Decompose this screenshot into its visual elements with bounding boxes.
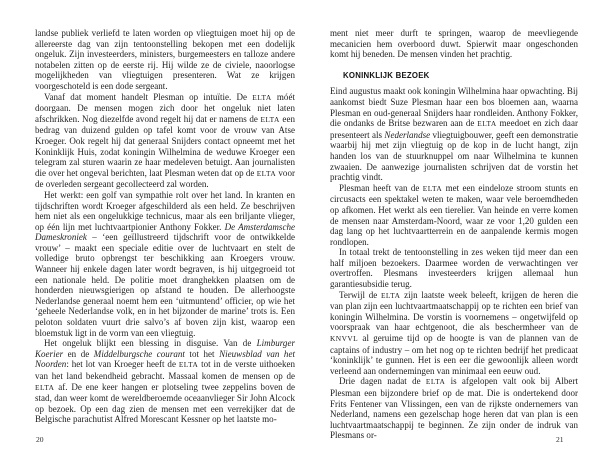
italic-text-run: Limburger Koerier xyxy=(35,338,295,359)
paragraph xyxy=(35,338,295,425)
small-caps-text: ELTA xyxy=(380,290,401,300)
text-run: móét doorgaan. De mensen mogen zich door het ongeluk niet laten afschrikken. Nog diezelfde avond regelt hij dat er namens de xyxy=(35,91,295,124)
text-run: en de xyxy=(63,348,94,359)
text-run: Terwijl de xyxy=(339,289,381,300)
small-caps-text: ELTA xyxy=(425,377,446,387)
text-run: tot het xyxy=(184,348,220,359)
paragraph xyxy=(330,376,578,441)
text-run: meedoet en zich daar presenteert als xyxy=(330,118,578,140)
text-run: Eind augustus maakt ook koningin Wilhelmina haar opwachting. Bij aankomst biedt Suze Plesman haar een bos bloemen aan, waarna Plesman en oud-generaal Snijders haar rondleiden. Anthony Fokker, die ondanks de Britse bezwaren aan de xyxy=(330,86,578,129)
text-run: landse publiek verliefd te laten worden op vliegtuigen moet hij op de allereerste dag van zijn tentoonstelling bekopen met een dodelijk ongeluk. Zijn investeerders, ministers, burgemeesters en talloze andere notabelen zitten op de eerste rij. Hij wilde ze de civiele, naoorlogse mogelijkheden van vliegtuigen presenteren. Wat ze krijgen voorgeschoteld is een dode sergeant. xyxy=(35,28,295,91)
text-run: met een eindeloze stroom stunts en circusacts een spektakel weten te maken, waar vele beroemdheden op afkomen. Het werkt als een tierelier. Van heinde en verre komen de mensen naar Amsterdam-Noord, waar ze voor 1,20 gulden een dag lang op het luchtvaartterrein en de aanpalende kermis mogen rondlopen. xyxy=(330,182,578,247)
small-caps-text: ELTA xyxy=(422,183,443,193)
paragraph xyxy=(330,86,578,182)
page-number-right: 21 xyxy=(556,435,564,444)
text-run: vliegtuigbouwer, geeft een demonstratie waarbij hij met zijn vliegtuig op de kop in de lucht hangt, zijn handen los van de stuurknuppel om naar Wilhelmina te kunnen zwaaien. De aanwezige journalisten schrijven dat de vorstin het prachtig vindt. xyxy=(330,129,579,183)
italic-text-run: De Amsterdamsche Dameskroniek xyxy=(35,221,295,243)
small-caps-text: ELTA xyxy=(178,360,199,370)
text-run: Het ongeluk blijkt een blessing in disguise. Van de xyxy=(44,338,257,349)
left-page-text xyxy=(35,28,295,425)
small-caps-text: ELTA xyxy=(35,382,55,392)
paragraph xyxy=(330,28,578,60)
italic-text-run: Nieuwsblad van het Noorden xyxy=(35,348,295,370)
small-caps-text: ELTA xyxy=(252,92,272,102)
text-run: Plesman heeft van de xyxy=(339,182,423,193)
paragraph xyxy=(330,247,578,289)
text-run: is afgelopen valt ook bij Albert Plesman een bijzondere brief op de mat. Die is ondertekend door Frits Fentener van Vlissingen, een van de rijkste ondernemers van Nederland, namens een gezelschap hoge heren dat van plan is een luchtvaartmaatschappij te beginnen. Ze zijn onder de indruk van Plesmans or- xyxy=(330,376,578,441)
text-run: voor de overleden sergeant gecollecteerd zal worden. xyxy=(35,167,295,190)
text-run: een bedrag van duizend gulden op tafel komt voor de vrouw van Atse Kroeger. Ook regelt hij dat generaal Snijders contact opneemt met het Koninklijk Huis, zodat koningin Wilhelmina de weduwe Kroeger een telegram zal sturen waarin ze haar medeleven betuigt. Aan journalisten die over het ongeval berichten, laat Plesman weten dat op de xyxy=(35,113,295,178)
text-run: zijn laatste week beleeft, krijgen de heren die van plan zijn een luchtvaartmaatschappij op te richten een brief van koningin Wilhelmina. De vorstin is voornemens – ongetwijfeld op voorspraak van haar echtgenoot, die als beschermheer van de xyxy=(330,289,578,333)
paragraph xyxy=(330,290,578,377)
text-run: al geruime tijd op de hoogte is van de plannen van de captains of industry – om het nog op te richten bedrijf het predicaat ‘koninklijk’ te gunnen. Het is een eer die gewoonlijk alleen wordt verleend aan ondernemingen van minimaal een eeuw oud. xyxy=(330,333,578,376)
page-number-left: 20 xyxy=(36,435,44,444)
text-run: tot in de verste uithoeken van het land bekendheid gebracht. Massaal komen de mensen op de xyxy=(35,359,296,381)
small-caps-text: KNVVL xyxy=(330,334,359,344)
paragraph xyxy=(35,190,295,338)
text-run: : het lot van Kroeger heeft de xyxy=(66,359,179,370)
section-heading: KONINKLIJK BEZOEK xyxy=(343,70,430,80)
text-run: Drie dagen nadat de xyxy=(339,376,426,387)
text-run: – ‘een geïllustreerd tijdschrift voor de ontwikkelde vrouw’ – maakt een speciale editie over de luchtvaart en stelt de volledige bruto opbrengst ter beschikking aan Kroegers vrouw. Wanneer hij enkele dagen later wordt begraven, is hij uitgegroeid tot een nationale held. De politie moet dranghekken plaatsen om de honderden nieuwsgierigen op afstand te houden. De allerhoogste Nederlandse generaal noemt hem een ‘uitmuntend’ officier, op wie het ‘geheele Nederlandse volk, en in het bijzonder de marine’ trots is. Een peloton soldaten vuurt drie salvo’s af boven zijn kist, waarop een bloemstuk ligt in de vorm van een vliegtuig. xyxy=(35,232,295,338)
small-caps-text: ELTA xyxy=(260,114,280,124)
text-run: Vanaf dat moment handelt Plesman op intuïtie. De xyxy=(44,91,253,102)
right-page-text xyxy=(330,28,578,441)
italic-text-run: Middelburgsche courant xyxy=(93,348,185,359)
text-run: Het werkt: een golf van sympathie rolt over het land. In kranten en tijdschriften wordt Kroeger afgeschilderd als een held. Ze beschrijven hem niet als een ongelukkige technicus, maar als een briljante vlieger, op één lijn met luchtvaartpionier Anthony Fokker. xyxy=(35,189,295,232)
small-caps-text: ELTA xyxy=(256,168,277,178)
text-run: In totaal trekt de tentoonstelling in zes weken tijd meer dan een half miljoen bezoekers. Daarmee worden de verwachtingen ver overtroffen. Plesmans investeerders krijgen allemaal hun garantiesubsidie terug. xyxy=(330,247,578,290)
paragraph xyxy=(330,183,578,248)
paragraph xyxy=(35,28,295,92)
italic-text-run: Nederlandse xyxy=(384,129,431,140)
text-run: af. De ene keer hangen er plotseling twee zeppelins boven de stad, dan weer komt de wereldberoemde oceaanvlieger Sir John Alcock op bezoek. Op een dag zien de mensen met een verrekijker dat de Belgische parachutist Alfred Morescant Kessner op het laatste mo- xyxy=(35,381,295,425)
text-run: ment niet meer durft te springen, waarop de meevliegende mecanicien hem overboord duwt. Spierwit maar ongeschonden komt hij beneden. De mensen vinden het prachtig. xyxy=(330,28,578,60)
small-caps-text: ELTA xyxy=(477,119,497,129)
paragraph xyxy=(35,92,295,190)
